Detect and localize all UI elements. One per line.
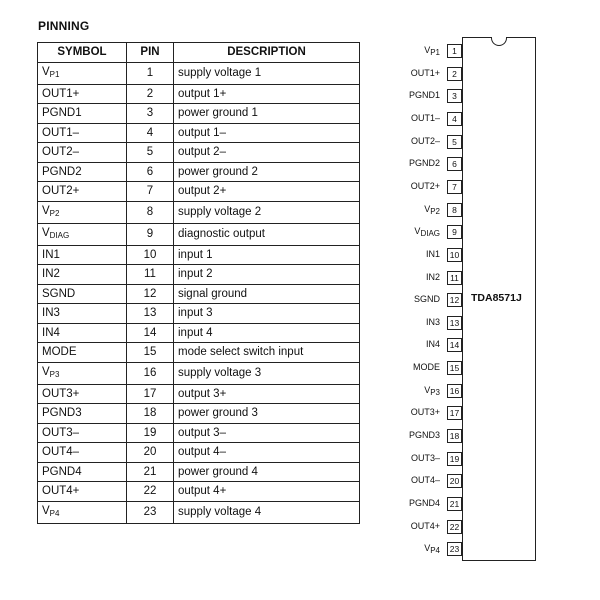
table-row xyxy=(38,323,360,343)
table-row xyxy=(38,482,360,502)
diagram-pin xyxy=(360,429,462,444)
diagram-pin-number: 12 xyxy=(447,293,462,307)
diagram-pin xyxy=(360,112,462,127)
description-cell: mode select switch input xyxy=(174,343,360,363)
diagram-pin-number: 23 xyxy=(447,542,462,556)
description-cell: input 3 xyxy=(174,304,360,324)
symbol-cell: OUT4– xyxy=(38,443,127,463)
pinning-table xyxy=(37,42,360,524)
diagram-pin xyxy=(360,67,462,82)
description-cell: signal ground xyxy=(174,284,360,304)
symbol-cell: $V_{P1}$ xyxy=(38,62,127,84)
pin-cell: 12 xyxy=(127,284,174,304)
table-row xyxy=(38,284,360,304)
diagram-pin-label: OUT2+ xyxy=(410,180,440,191)
diagram-pin-label: MODE xyxy=(413,362,440,373)
table-row xyxy=(38,304,360,324)
description-cell: diagnostic output xyxy=(174,223,360,245)
diagram-pin xyxy=(360,135,462,150)
table-row xyxy=(38,62,360,84)
diagram-pin-number: 1 xyxy=(447,44,462,58)
diagram-pin-label: OUT3– xyxy=(410,452,440,463)
column-header-description: DESCRIPTION xyxy=(174,43,360,63)
pin-cell: 20 xyxy=(127,443,174,463)
diagram-pin-number: 16 xyxy=(447,384,462,398)
description-cell: input 1 xyxy=(174,245,360,265)
description-cell: power ground 3 xyxy=(174,404,360,424)
pin-cell: 16 xyxy=(127,362,174,384)
diagram-pin-number: 13 xyxy=(447,316,462,330)
diagram-pin-label: PGND2 xyxy=(408,158,440,169)
diagram-pin-label: IN3 xyxy=(425,316,440,327)
pin1-notch xyxy=(491,37,507,46)
diagram-pin-number: 2 xyxy=(447,67,462,81)
diagram-pin-label: IN1 xyxy=(425,248,440,259)
symbol-cell: SGND xyxy=(38,284,127,304)
diagram-pin-number: 4 xyxy=(447,112,462,126)
symbol-cell: OUT4+ xyxy=(38,482,127,502)
pin-cell: 8 xyxy=(127,201,174,223)
pin-cell: 15 xyxy=(127,343,174,363)
table-row xyxy=(38,223,360,245)
pin-cell: 3 xyxy=(127,104,174,124)
diagram-pin xyxy=(360,225,462,240)
diagram-pin-label: SGND xyxy=(413,294,440,305)
symbol-cell: PGND4 xyxy=(38,462,127,482)
diagram-pin-number: 18 xyxy=(447,429,462,443)
pin-cell: 2 xyxy=(127,84,174,104)
symbol-cell: PGND3 xyxy=(38,404,127,424)
diagram-pin xyxy=(360,384,462,399)
table-row xyxy=(38,343,360,363)
column-header-pin: PIN xyxy=(127,43,174,63)
diagram-pin-number: 6 xyxy=(447,157,462,171)
diagram-pin-number: 10 xyxy=(447,248,462,262)
diagram-pin-number: 8 xyxy=(447,203,462,217)
pin-cell: 18 xyxy=(127,404,174,424)
diagram-pin-label: $V_{P4}$ xyxy=(424,543,440,556)
diagram-pin-number: 17 xyxy=(447,406,462,420)
ic-package-outline xyxy=(462,37,536,561)
description-cell: output 1+ xyxy=(174,84,360,104)
diagram-pin-number: 14 xyxy=(447,338,462,352)
pin-cell: 21 xyxy=(127,462,174,482)
diagram-pin-label: $V_{P3}$ xyxy=(424,384,440,397)
description-cell: output 4– xyxy=(174,443,360,463)
diagram-pin-label: OUT3+ xyxy=(410,407,440,418)
diagram-pin-label: PGND3 xyxy=(408,430,440,441)
diagram-pin-label: PGND1 xyxy=(408,90,440,101)
table-row xyxy=(38,201,360,223)
table-header-row xyxy=(38,43,360,63)
diagram-pin-label: OUT4+ xyxy=(410,520,440,531)
symbol-cell: OUT1– xyxy=(38,123,127,143)
description-cell: power ground 1 xyxy=(174,104,360,124)
description-cell: supply voltage 3 xyxy=(174,362,360,384)
diagram-pin xyxy=(360,180,462,195)
table-row xyxy=(38,362,360,384)
diagram-pin-number: 9 xyxy=(447,225,462,239)
table-row xyxy=(38,143,360,163)
diagram-pin xyxy=(360,248,462,263)
symbol-cell: IN1 xyxy=(38,245,127,265)
diagram-pin xyxy=(360,474,462,489)
diagram-pin xyxy=(360,520,462,535)
table-body xyxy=(38,62,360,523)
diagram-pin xyxy=(360,497,462,512)
pin-cell: 11 xyxy=(127,265,174,285)
pin-cell: 7 xyxy=(127,182,174,202)
table-row xyxy=(38,265,360,285)
pin-cell: 10 xyxy=(127,245,174,265)
symbol-cell: $V_{DIAG}$ xyxy=(38,223,127,245)
table-row xyxy=(38,245,360,265)
diagram-pin xyxy=(360,361,462,376)
table-row xyxy=(38,104,360,124)
diagram-pin-label: OUT1+ xyxy=(410,67,440,78)
description-cell: output 2– xyxy=(174,143,360,163)
table-row xyxy=(38,443,360,463)
symbol-cell: OUT3– xyxy=(38,423,127,443)
description-cell: output 2+ xyxy=(174,182,360,202)
diagram-pin-label: OUT1– xyxy=(410,112,440,123)
pin-cell: 19 xyxy=(127,423,174,443)
diagram-pin-number: 15 xyxy=(447,361,462,375)
symbol-cell: MODE xyxy=(38,343,127,363)
diagram-pin-number: 7 xyxy=(447,180,462,194)
description-cell: supply voltage 2 xyxy=(174,201,360,223)
symbol-cell: $V_{P2}$ xyxy=(38,201,127,223)
pin-cell: 4 xyxy=(127,123,174,143)
table-row xyxy=(38,162,360,182)
table-row xyxy=(38,123,360,143)
description-cell: output 1– xyxy=(174,123,360,143)
diagram-pin-label: $V_{P1}$ xyxy=(424,45,440,57)
chip-part-number: TDA8571J xyxy=(471,292,522,304)
description-cell: output 3– xyxy=(174,423,360,443)
diagram-pin xyxy=(360,44,462,59)
diagram-pin-number: 19 xyxy=(447,452,462,466)
description-cell: input 2 xyxy=(174,265,360,285)
symbol-cell: PGND2 xyxy=(38,162,127,182)
description-cell: output 4+ xyxy=(174,482,360,502)
section-heading: PINNING xyxy=(38,19,90,33)
description-cell: supply voltage 1 xyxy=(174,62,360,84)
diagram-pin xyxy=(360,157,462,172)
symbol-cell: $V_{P4}$ xyxy=(38,501,127,523)
diagram-pin xyxy=(360,271,462,286)
table-row xyxy=(38,84,360,104)
diagram-pin-number: 11 xyxy=(447,271,462,285)
diagram-pin-label: OUT4– xyxy=(410,475,440,486)
symbol-cell: PGND1 xyxy=(38,104,127,124)
table-row xyxy=(38,384,360,404)
diagram-pin xyxy=(360,89,462,104)
diagram-pin-number: 21 xyxy=(447,497,462,511)
pin-cell: 9 xyxy=(127,223,174,245)
diagram-pin-number: 3 xyxy=(447,89,462,103)
diagram-pin xyxy=(360,203,462,218)
table-row xyxy=(38,182,360,202)
table-row xyxy=(38,423,360,443)
description-cell: output 3+ xyxy=(174,384,360,404)
pin-cell: 6 xyxy=(127,162,174,182)
symbol-cell: OUT1+ xyxy=(38,84,127,104)
table-row xyxy=(38,462,360,482)
column-header-symbol: SYMBOL xyxy=(38,43,127,63)
diagram-pin-number: 5 xyxy=(447,135,462,149)
diagram-pin-number: 22 xyxy=(447,520,462,534)
pin-cell: 22 xyxy=(127,482,174,502)
pin-cell: 1 xyxy=(127,62,174,84)
diagram-pin xyxy=(360,452,462,467)
description-cell: power ground 2 xyxy=(174,162,360,182)
table-row xyxy=(38,404,360,424)
diagram-pin xyxy=(360,338,462,353)
symbol-cell: OUT2– xyxy=(38,143,127,163)
diagram-pin xyxy=(360,542,462,557)
pin-cell: 5 xyxy=(127,143,174,163)
diagram-pin-label: OUT2– xyxy=(410,135,440,146)
diagram-pin-label: IN2 xyxy=(425,271,440,282)
diagram-pin-label: IN4 xyxy=(425,339,440,350)
diagram-pin-number: 20 xyxy=(447,474,462,488)
pin-cell: 17 xyxy=(127,384,174,404)
symbol-cell: OUT3+ xyxy=(38,384,127,404)
symbol-cell: IN3 xyxy=(38,304,127,324)
diagram-pin xyxy=(360,406,462,421)
symbol-cell: OUT2+ xyxy=(38,182,127,202)
table-row xyxy=(38,501,360,523)
symbol-cell: IN4 xyxy=(38,323,127,343)
diagram-pin xyxy=(360,293,462,308)
pin-cell: 23 xyxy=(127,501,174,523)
description-cell: supply voltage 4 xyxy=(174,501,360,523)
diagram-pin-label: $V_{P2}$ xyxy=(424,203,440,216)
diagram-pin-label: $V_{DIAG}$ xyxy=(414,226,440,239)
pin-cell: 13 xyxy=(127,304,174,324)
symbol-cell: IN2 xyxy=(38,265,127,285)
symbol-cell: $V_{P3}$ xyxy=(38,362,127,384)
diagram-pin-label: PGND4 xyxy=(408,498,440,508)
description-cell: input 4 xyxy=(174,323,360,343)
diagram-pin xyxy=(360,316,462,331)
pin-cell: 14 xyxy=(127,323,174,343)
description-cell: power ground 4 xyxy=(174,462,360,482)
